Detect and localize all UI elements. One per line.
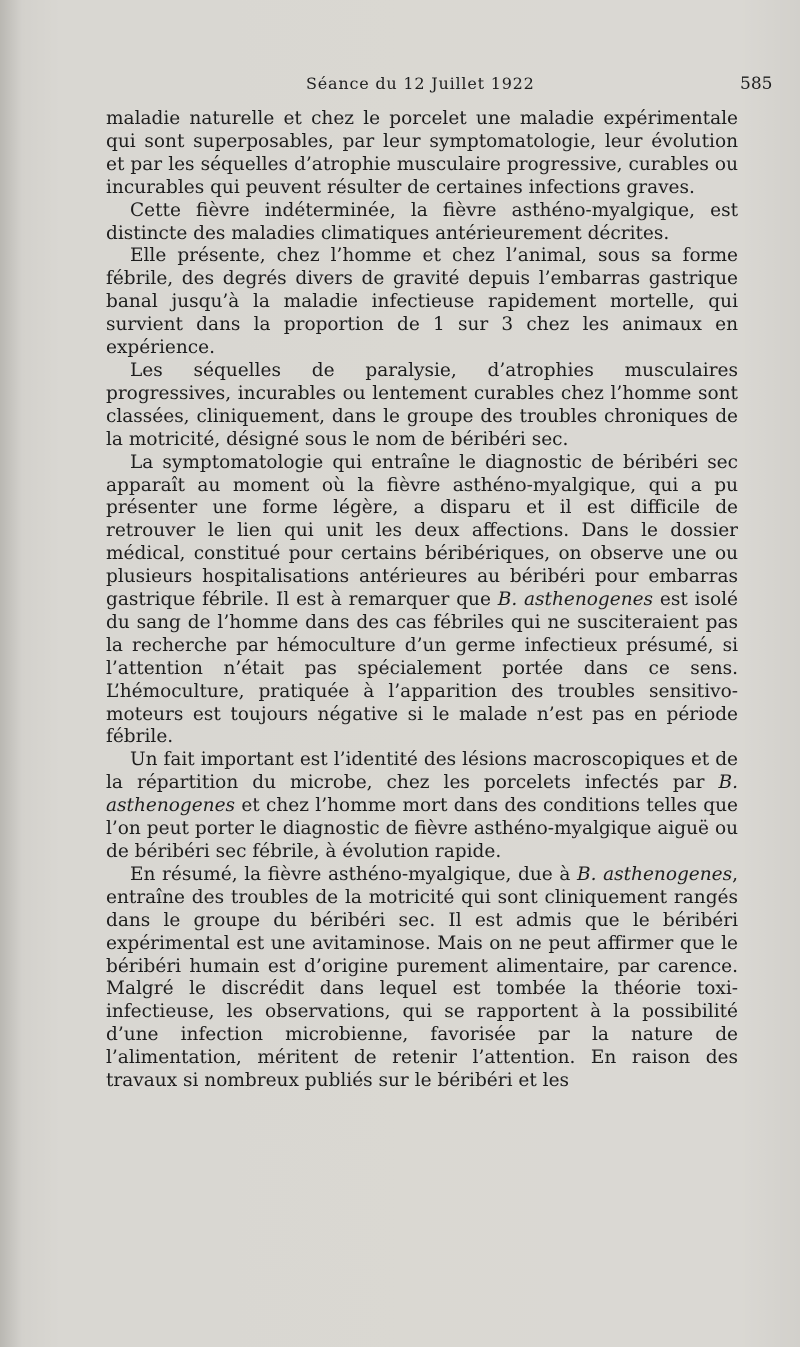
paragraph-symptomatology xyxy=(106,452,738,750)
text-run: Cette fièvre indéterminée, la fièvre asthéno-myalgique, est distincte des maladies climatiques antérieurement décrites. xyxy=(106,199,738,244)
text-run: est isolé du sang de l’homme dans des cas fébriles qui ne susciteraient pas la recherche par hémoculture d’un germe infectieux présumé, si l’attention n’était pas spécialement portée dans ce sens. L’hémoculture, pratiquée à l’apparition des troubles sensitivo-moteurs est toujours négative si le malade n’est pas en période fébrile. xyxy=(106,589,738,748)
body-text xyxy=(106,108,738,1093)
text-run: maladie naturelle et chez le porcelet une maladie expérimentale qui sont superposables, par leur symptomatologie, leur évolution et par les séquelles d’atrophie musculaire progressive, curables ou incurables qui peuvent résulter de certaines infections graves. xyxy=(106,108,738,198)
species-name: B. asthenogenes xyxy=(106,772,738,817)
species-name: B. asthenogenes xyxy=(576,863,733,885)
paragraph-summary xyxy=(106,864,738,1093)
text-run: La symptomatologie qui entraîne le diagnostic de béribéri sec apparaît au moment où la fièvre asthéno-myalgique, qui a pu présenter une forme légère, a disparu et il est difficile de retrouver le lien qui unit les deux affections. Dans le dossier médical, constitué pour certains béribériques, on observe une ou plusieurs hospitalisations antérieures au béribéri pour embarras gastrique fébrile. Il est à remarquer que xyxy=(106,451,738,611)
page-header xyxy=(0,74,800,98)
paragraph-fever-definition xyxy=(106,200,738,246)
paragraph-continuation xyxy=(106,108,738,200)
text-run: et chez l’homme mort dans des conditions telles que l’on peut porter le diagnostic de fièvre asthéno-myalgique aiguë ou de béribéri sec fébrile, à évolution rapide. xyxy=(106,795,738,862)
text-run: Les séquelles de paralysie, d’atrophies musculaires progressives, incurables ou lentement curables chez l’homme sont classées, cliniquement, dans le groupe des troubles chroniques de la motricité, désigné sous le nom de béribéri sec. xyxy=(106,359,738,450)
text-run: En résumé, la fièvre asthéno-myalgique, due à xyxy=(130,863,577,885)
paragraph-clinical-forms xyxy=(106,245,738,360)
page-number: 585 xyxy=(740,74,773,94)
text-run: Elle présente, chez l’homme et chez l’animal, sous sa forme fébrile, des degrés divers de gravité depuis l’embarras gastrique banal jusqu’à la maladie infectieuse rapidement mortelle, qui survient dans la proportion de 1 sur 3 chez les animaux en expérience. xyxy=(106,245,738,359)
paragraph-sequelae xyxy=(106,360,738,452)
paragraph-lesions xyxy=(106,749,738,864)
text-run: Un fait important est l’identité des lésions macroscopiques et de la répartition du microbe, chez les porcelets infectés par xyxy=(106,749,738,794)
species-name: B. asthenogenes xyxy=(497,589,654,611)
text-run: , entraîne des troubles de la motricité qui sont cliniquement rangés dans le groupe du béribéri sec. Il est admis que le béribéri expérimental est une avitaminose. Mais on ne peut affirmer que le béribéri humain est d’origine purement alimentaire, par carence. Malgré le discrédit dans lequel est tombée la théorie toxi-infectieuse, les observations, qui se rapportent à la possibilité d’une infection microbienne, favorisée par la nature de l’alimentation, méritent de retenir l’attention. En raison des travaux si nombreux publiés sur le béribéri et les xyxy=(106,863,738,1092)
running-head: Séance du 12 Juillet 1922 xyxy=(306,74,535,93)
